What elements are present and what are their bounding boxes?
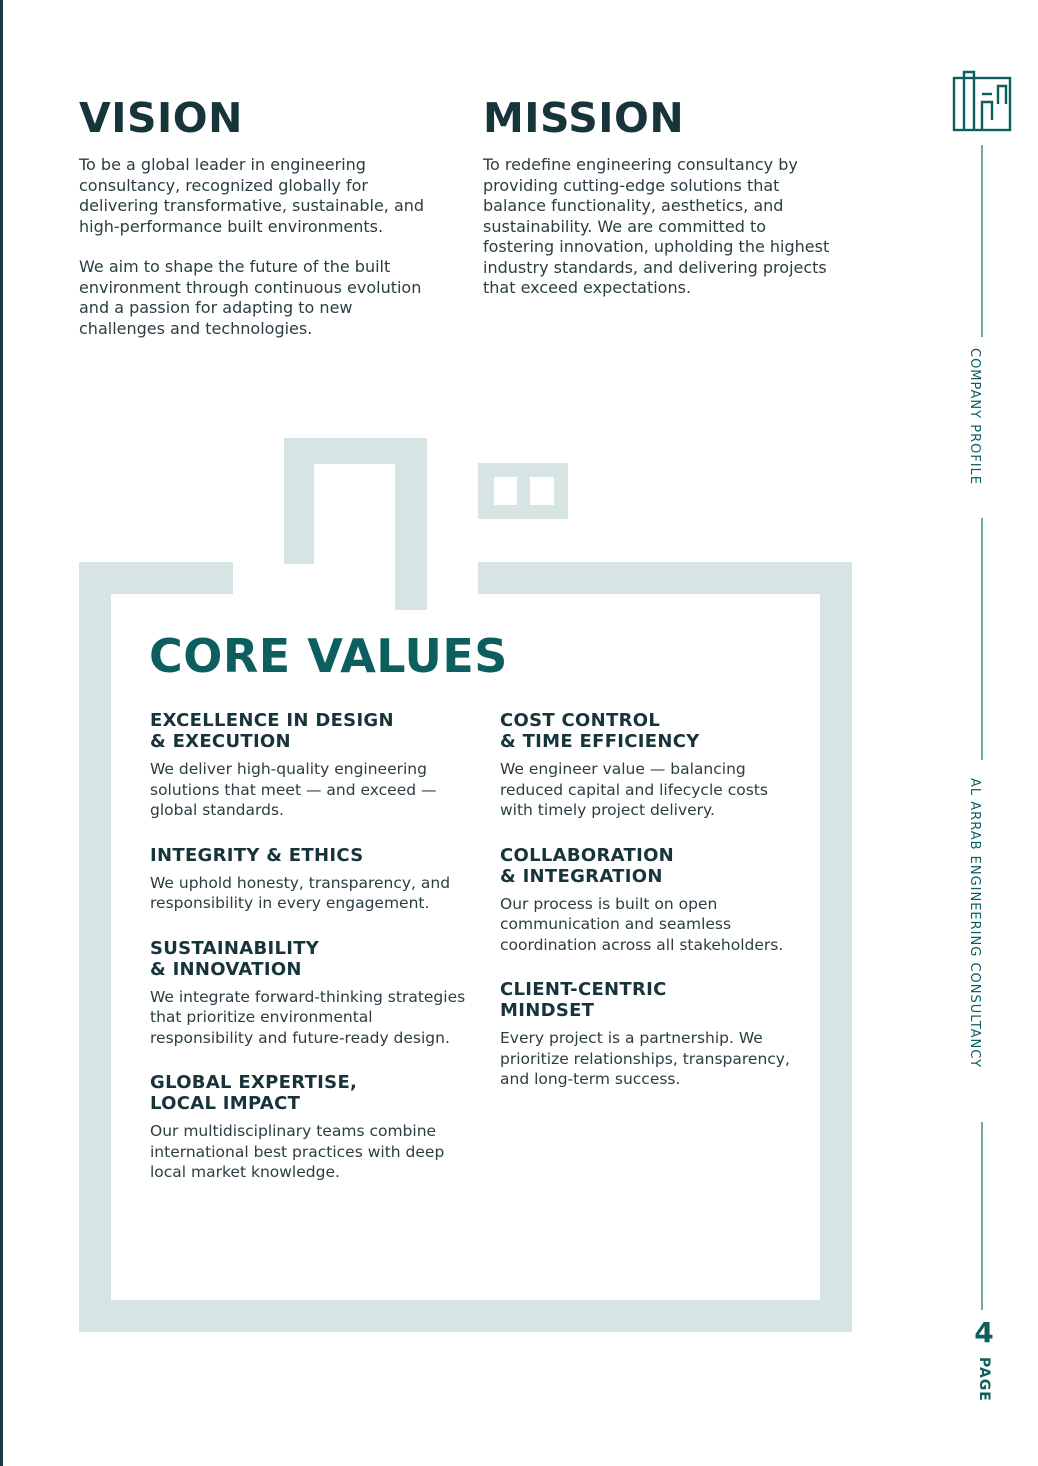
left-edge-rule [0, 0, 3, 1466]
frame-bottom [79, 1300, 852, 1332]
mission-title: MISSION [483, 94, 685, 142]
page-label: PAGE [976, 1357, 992, 1402]
frame-top-right [478, 562, 852, 594]
sidebar-line-2 [981, 518, 983, 760]
vision-paragraph-2: We aim to shape the future of the built environment through continuous evolution and a passion for adapting to new challenges and technologies. [79, 257, 422, 338]
value-text: Our multidisciplinary teams combine international best practices with deep local market knowledge. [150, 1122, 445, 1181]
frame-right [820, 562, 852, 1332]
sidebar-line-1 [981, 145, 983, 337]
value-text: We integrate forward-thinking strategies that prioritize environmental responsibility and future-ready design. [150, 987, 466, 1047]
company-logo-icon [952, 64, 1012, 132]
vision-title: VISION [79, 94, 243, 142]
value-text: We uphold honesty, transparency, and responsibility in every engagement. [150, 873, 451, 912]
value-text: Our process is built on open communication and seamless coordination across all stakeholders. [500, 894, 784, 954]
core-values-right-column [500, 710, 790, 1114]
mission-section [483, 95, 833, 299]
value-item [150, 1072, 475, 1183]
value-title: CLIENT-CENTRIC MINDSET [500, 979, 667, 1021]
value-item [500, 979, 790, 1090]
value-title: SUSTAINABILITY & INNOVATION [150, 937, 320, 980]
arch-right [395, 438, 427, 610]
value-text: We engineer value — balancing reduced capital and lifecycle costs with timely project delivery. [500, 760, 768, 819]
value-text: We deliver high-quality engineering solutions that meet — and exceed — global standards. [150, 760, 437, 819]
value-title: GLOBAL EXPERTISE, LOCAL IMPACT [150, 1072, 358, 1114]
arch-left [284, 438, 314, 564]
value-item [500, 710, 790, 821]
value-text: Every project is a partnership. We prioritize relationships, transparency, and long-term success. [500, 1029, 790, 1088]
value-title: COST CONTROL & TIME EFFICIENCY [500, 710, 700, 752]
value-item [150, 845, 475, 914]
vision-section [79, 95, 439, 339]
value-title: INTEGRITY & ETHICS [150, 844, 364, 866]
sidebar-line-3 [981, 1122, 983, 1310]
e-bottom [478, 505, 568, 519]
value-title: COLLABORATION & INTEGRATION [500, 844, 675, 887]
value-title: EXCELLENCE IN DESIGN & EXECUTION [150, 710, 394, 752]
core-values-title: CORE VALUES [149, 629, 508, 683]
value-item [150, 938, 475, 1049]
page-number: 4 [974, 1316, 994, 1349]
value-item [500, 845, 790, 956]
sidebar-company-label: AL ARRAB ENGINEERING CONSULTANCY [967, 778, 982, 1069]
frame-left [79, 562, 111, 1332]
value-item [150, 710, 475, 821]
sidebar-section-label: COMPANY PROFILE [967, 348, 982, 486]
mission-paragraph-1: To redefine engineering consultancy by providing cutting-edge solutions that balance functionality, aesthetics, and sustainability. We are committed to fostering innovation, upholding the highest industry standards, and delivering projects that exceed expectations. [483, 155, 830, 297]
vision-paragraph-1: To be a global leader in engineering consultancy, recognized globally for delivering transformative, sustainable, and high-performance built environments. [79, 155, 425, 236]
core-values-left-column [150, 710, 475, 1207]
